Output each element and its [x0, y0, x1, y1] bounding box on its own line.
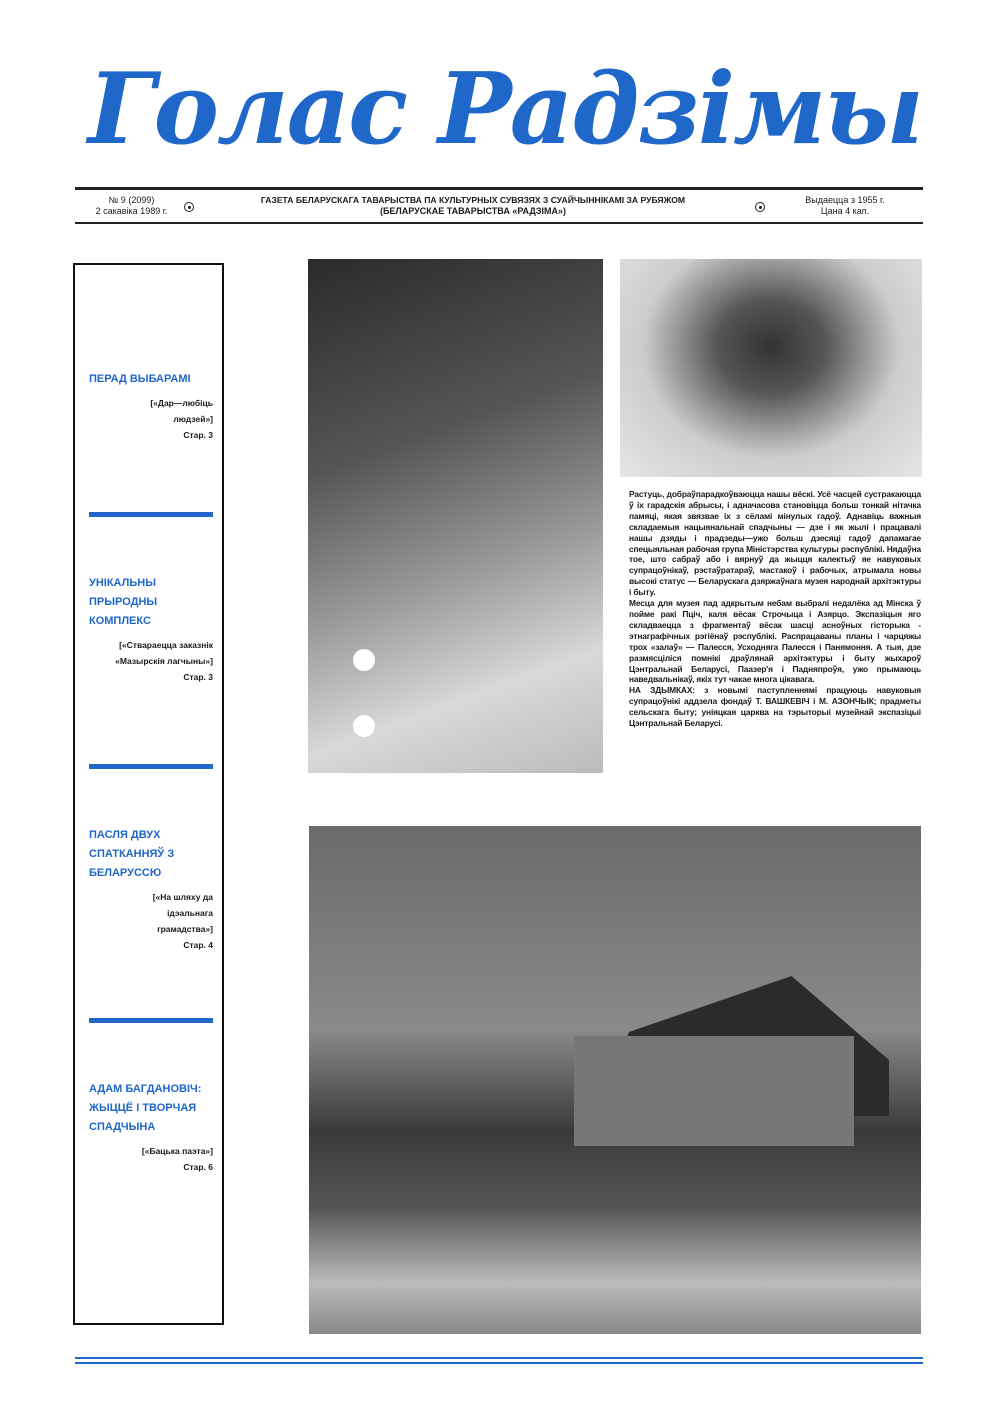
- price-text: Цана 4 кап.: [820, 206, 870, 216]
- issue-info: [84, 195, 179, 217]
- contents-item-title: УНІКАЛЬНЫ ПРЫРОДНЫ КОМПЛЕКС: [89, 577, 158, 627]
- footer-rule: [75, 1362, 923, 1364]
- divider: [89, 1018, 213, 1023]
- founded-text: Выдаецца з 1955 г.: [805, 195, 885, 205]
- tagline-line1: ГАЗЕТА БЕЛАРУСКАГА ТАВАРЫСТВА ПА КУЛЬТУРНЫХ СУВЯЗЯХ З СУАЙЧЫННІКАМІ ЗА РУБЯЖОМ: [260, 195, 686, 205]
- contents-item-page: Стар. 3: [183, 430, 213, 440]
- punch-hole: [353, 649, 375, 671]
- tagline-line2: (БЕЛАРУСКАЕ ТАВАРЫСТВА «РАДЗІМА»): [379, 206, 567, 216]
- bullet-icon: [755, 202, 765, 212]
- issue-number: № 9 (2099): [108, 195, 155, 205]
- masthead-title: Голас Радзімы: [87, 52, 923, 167]
- issue-date: 2 сакавіка 1989 г.: [95, 206, 168, 216]
- contents-item-page: Стар. 3: [183, 672, 213, 682]
- contents-item[interactable]: [89, 574, 213, 685]
- masthead: [80, 40, 930, 180]
- bullet-icon: [184, 202, 194, 212]
- header-rule-top: [75, 187, 923, 190]
- photo-museum-staff: [308, 259, 603, 773]
- contents-item-ref: [«Дар—любіць людзей»]: [150, 398, 213, 424]
- divider: [89, 764, 213, 769]
- contents-item[interactable]: [89, 1080, 213, 1175]
- caption-paragraph: Растуць, добраўпарадкоўваюцца нашы вёскі. Усё часцей сустракаюцца ў іх гарадскія абрысы, і адначасова становіцца больш тонкай нітачка памяці, якая звязвае іх з сёламі мінулых гадоў. Аднавіць важныя складаемыя нацыянальнай спадчыны — дзе і як жылі і працавалі нашы дзяды і прадзеды—ужо больш дзесяці гадоў дапамагае спецыяльная рабочая група Міністэрства культуры рэспублікі. Нядаўна тое, што сабраў або і вярнуў да жыцця калектыў яе навуковых супрацоўнікаў, рэстаўратараў, мастакоў і рабочых, атрымала новы высокі статус — Беларускага дзяржаўнага музея народнай архітэктуры і быту.: [629, 489, 921, 598]
- divider: [89, 512, 213, 517]
- contents-item-title: АДАМ БАГДАНОВІЧ: ЖЫЦЦЁ І ТВОРЧАЯ СПАДЧЫНА: [89, 1083, 202, 1133]
- contents-item-page: Стар. 4: [183, 940, 213, 950]
- photo-caption: [629, 489, 921, 729]
- punch-hole: [353, 715, 375, 737]
- photo-household-items: [620, 259, 922, 477]
- contents-item[interactable]: [89, 370, 213, 443]
- contents-item-title: ПАСЛЯ ДВУХ СПАТКАННЯЎ З БЕЛАРУССЮ: [89, 829, 175, 879]
- contents-item-ref: [«Бацька паэта»]: [141, 1146, 213, 1156]
- tagline: [208, 195, 738, 217]
- contents-item-ref: [«На шляху да ідэальнага грамадства»]: [152, 892, 213, 934]
- contents-item-page: Стар. 6: [183, 1162, 213, 1172]
- contents-item-ref: [«Ствараецца заказнік «Мазырскія лагчыны»]: [115, 640, 213, 666]
- footer-rule: [75, 1357, 923, 1359]
- publication-info: [785, 195, 905, 217]
- contents-item-title: ПЕРАД ВЫБАРАМІ: [89, 373, 191, 385]
- contents-sidebar: [73, 263, 224, 1325]
- contents-item[interactable]: [89, 826, 213, 953]
- header-rule-bottom: [75, 222, 923, 224]
- photo-uniate-church: [309, 826, 921, 1334]
- church-wall: [574, 1036, 854, 1146]
- caption-paragraph: НА ЗДЫМКАХ: з новымі паступленнямі працуюць навуковыя супрацоўнікі аддзела фондаў Т. ВАШКЕВІЧ і М. АЗОНЧЫК; прадметы сельскага быту; уніяцкая царква на тэрыторыі музейнай экспазіцыі Цэнтральнай Беларусі.: [629, 685, 921, 729]
- caption-paragraph: Месца для музея пад адкрытым небам выбралі недалёка ад Мінска ў пойме ракі Пціч, каля вёсак Строчыца і Азярцо. Экспазіцыя яго складваецца з фрагментаў вёсак шасці асноўных гісторыка - этнаграфічных рэгіёнаў рэспублікі. Распрацаваны планы і чарцяжы трох «залаў» — Палесся, Усходняга Палесся і Панямоння. А тыя, дзе размясціліся помнікі драўлянай архітэктуры і быту жыхароў Цэнтральнай Беларусі, Паазер'я і Падняпроўя, ужо прымаюць наведвальнікаў, якіх тут чакае многа цікавага.: [629, 598, 921, 685]
